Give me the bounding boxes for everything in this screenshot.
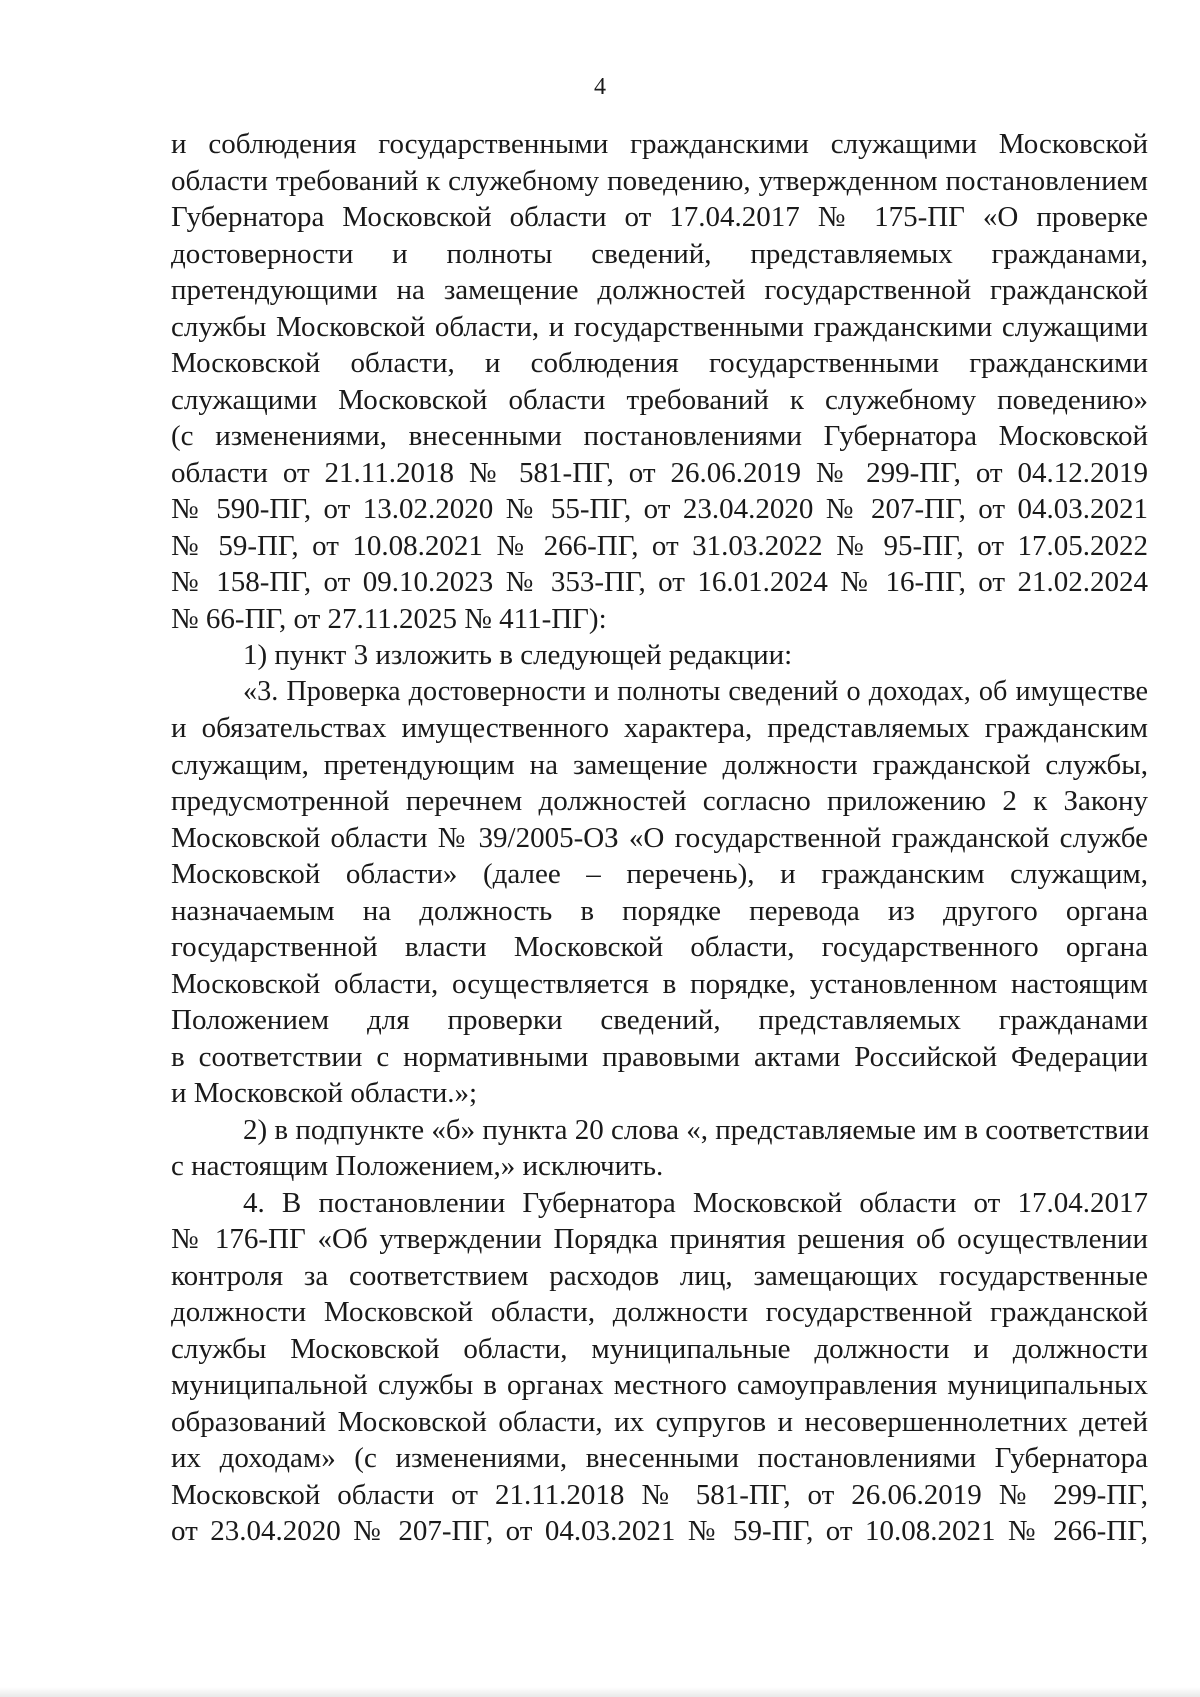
document-body	[171, 126, 1148, 1550]
paragraph-p1	[171, 126, 1148, 637]
text-line: службы Московской области, муниципальные должности и должности	[171, 1332, 1148, 1365]
text-line: образований Московской области, их супругов и несовершеннолетних детей	[171, 1405, 1148, 1438]
text-line: предусмотренной перечнем должностей согласно приложению 2 к Закону	[171, 785, 1148, 817]
text-line: Положением для проверки сведений, представляемых гражданами	[171, 1004, 1148, 1036]
text-line: служащими Московской области требований к служебному поведению»	[171, 383, 1148, 416]
text-line: муниципальной службы в органах местного самоуправления муниципальных	[171, 1369, 1148, 1401]
text-line: их доходам» (с изменениями, внесенными постановлениями Губернатора	[171, 1442, 1148, 1474]
text-line: 2) в подпункте «б» пункта 20 слова «, представляемые им в соответствии	[243, 1113, 1150, 1146]
text-line: и Московской области.»;	[171, 1077, 478, 1109]
text-line: Московской области» (далее – перечень), и гражданским служащим,	[171, 858, 1148, 890]
text-line: достоверности и полноты сведений, представляемых гражданами,	[171, 237, 1148, 270]
paragraph-p4	[171, 1112, 1148, 1185]
paragraph-p2	[171, 637, 1148, 674]
text-line: в соответствии с нормативными правовыми актами Российской Федерации	[171, 1040, 1148, 1073]
text-line: Московской области, и соблюдения государственными гражданскими	[171, 347, 1148, 379]
text-line: 1) пункт 3 изложить в следующей редакции:	[243, 639, 793, 671]
text-line: от 23.04.2020 № 207-ПГ, от 04.03.2021 № 59-ПГ, от 10.08.2021 № 266-ПГ,	[171, 1515, 1148, 1547]
text-line: Московской области, осуществляется в порядке, установленном настоящим	[171, 967, 1148, 1000]
scan-bottom-edge	[0, 1687, 1200, 1697]
text-line: № 590-ПГ, от 13.02.2020 № 55-ПГ, от 23.04.2020 № 207-ПГ, от 04.03.2021	[171, 493, 1148, 525]
text-line: Московской области от 21.11.2018 № 581-ПГ, от 26.06.2019 № 299-ПГ,	[171, 1478, 1148, 1511]
text-line: области от 21.11.2018 № 581-ПГ, от 26.06.2019 № 299-ПГ, от 04.12.2019	[171, 456, 1148, 489]
text-line: 4. В постановлении Губернатора Московской области от 17.04.2017	[243, 1186, 1148, 1219]
text-line: с настоящим Положением,» исключить.	[171, 1150, 664, 1182]
text-line: службы Московской области, и государственными гражданскими служащими	[171, 310, 1148, 343]
text-line: назначаемым на должность в порядке перевода из другого органа	[171, 894, 1148, 927]
text-line: служащим, претендующим на замещение должности гражданской службы,	[171, 748, 1148, 781]
text-line: № 66-ПГ, от 27.11.2025 № 411-ПГ):	[171, 602, 607, 635]
text-line: № 176-ПГ «Об утверждении Порядка принятия решения об осуществлении	[171, 1223, 1148, 1255]
text-line: Губернатора Московской области от 17.04.2017 № 175-ПГ «О проверке	[171, 201, 1148, 233]
text-line: (с изменениями, внесенными постановлениями Губернатора Московской	[171, 420, 1148, 452]
paragraph-p3	[171, 674, 1148, 1112]
paragraph-p5	[171, 1185, 1148, 1550]
text-line: контроля за соответствием расходов лиц, замещающих государственные	[171, 1259, 1148, 1292]
text-line: «3. Проверка достоверности и полноты сведений о доходах, об имуществе	[243, 675, 1148, 707]
text-line: и обязательствах имущественного характера, представляемых гражданским	[171, 712, 1148, 744]
text-line: и соблюдения государственными гражданскими служащими Московской	[171, 128, 1148, 160]
text-line: области требований к служебному поведению, утвержденном постановлением	[171, 164, 1148, 197]
text-line: претендующими на замещение должностей государственной гражданской	[171, 274, 1148, 306]
text-line: должности Московской области, должности государственной гражданской	[171, 1296, 1148, 1328]
page-number: 4	[594, 74, 606, 100]
text-line: Московской области № 39/2005-ОЗ «О государственной гражданской службе	[171, 821, 1148, 854]
text-line: государственной власти Московской области, государственного органа	[171, 931, 1148, 963]
text-line: № 59-ПГ, от 10.08.2021 № 266-ПГ, от 31.03.2022 № 95-ПГ, от 17.05.2022	[171, 529, 1148, 562]
text-line: № 158-ПГ, от 09.10.2023 № 353-ПГ, от 16.01.2024 № 16-ПГ, от 21.02.2024	[171, 566, 1148, 598]
